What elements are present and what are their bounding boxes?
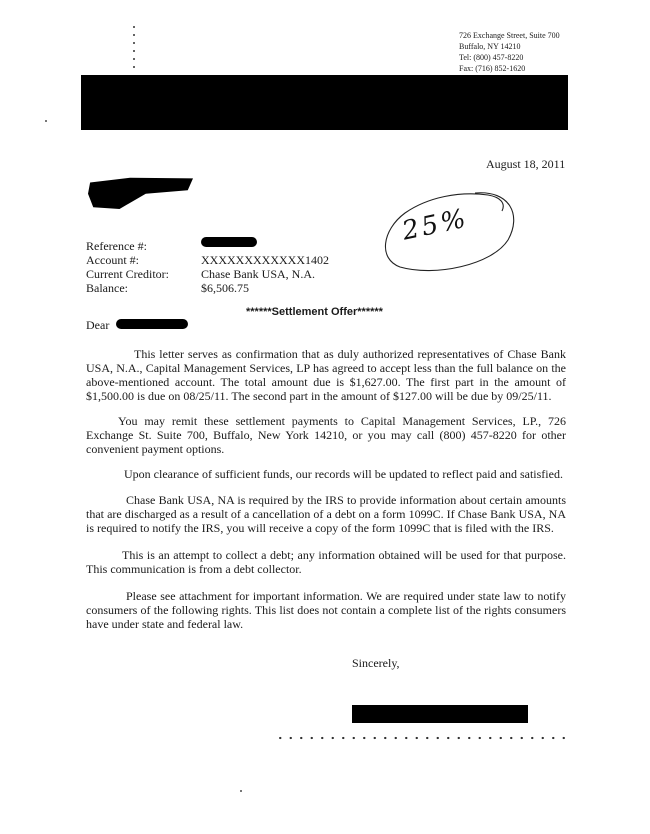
balance-value: $6,506.75 [201, 281, 249, 295]
account-value: XXXXXXXXXXXX1402 [201, 253, 329, 267]
redacted-recipient [88, 175, 193, 209]
address-line: Buffalo, NY 14210 [459, 42, 521, 51]
letter-date: August 18, 2011 [486, 157, 566, 171]
account-label: Account #: [86, 253, 139, 267]
letterhead-address [459, 30, 560, 74]
paragraph-remit: You may remit these settlement payments to Capital Management Services, LP., 726 Exchange St. Suite 700, Buffalo, New York 14210, or you may call (800) 457-8220 for other convenient payment options. [86, 414, 566, 456]
paragraph-debt-collector: This is an attempt to collect a debt; any information obtained will be used for that purpose. This communication is from a debt collector. [86, 548, 566, 576]
scan-speck [45, 120, 47, 122]
creditor-value: Chase Bank USA, N.A. [201, 267, 315, 281]
settlement-offer-title: ******Settlement Offer****** [246, 306, 383, 318]
scan-dots-left [133, 26, 137, 76]
paragraph-rights: Please see attachment for important information. We are required under state law to notify consumers of the following rights. This list does not contain a complete list of the rights consumers have under state and federal law. [86, 589, 566, 631]
reference-label: Reference #: [86, 239, 147, 253]
address-line: Fax: (716) 852-1620 [459, 64, 526, 73]
paragraph-confirmation: This letter serves as confirmation that as duly authorized representatives of Chase Bank USA, N.A., Capital Management Services, LP has agreed to accept less than the full balance on the above-mentioned account. The total amount due is $1,627.00. The first part in the amount of $1,500.00 is due on 08/25/11. The second part in the amount of $127.00 will be due by 09/25/11. [86, 347, 566, 403]
balance-label: Balance: [86, 281, 128, 295]
scan-dots-bottom [275, 736, 565, 740]
paragraph-irs: Chase Bank USA, NA is required by the IRS to provide information about certain amounts that are discharged as a result of a cancellation of a debt on a form 1099C. If Chase Bank USA, NA is required to notify the IRS, you will receive a copy of the form 1099C that is filed with the IRS. [86, 493, 566, 535]
address-line: Tel: (800) 457-8220 [459, 53, 524, 62]
redacted-letterhead [81, 75, 568, 130]
redacted-reference [201, 237, 257, 247]
closing: Sincerely, [352, 656, 400, 670]
salutation: Dear [86, 318, 110, 332]
paragraph-clearance: Upon clearance of sufficient funds, our records will be updated to reflect paid and satisfied. [124, 467, 563, 481]
handwritten-percent: 25% [399, 203, 472, 247]
redacted-salutation-name [116, 319, 188, 329]
address-line: 726 Exchange Street, Suite 700 [459, 31, 560, 40]
creditor-label: Current Creditor: [86, 267, 169, 281]
redacted-signature [352, 705, 528, 723]
scan-speck [240, 790, 242, 792]
